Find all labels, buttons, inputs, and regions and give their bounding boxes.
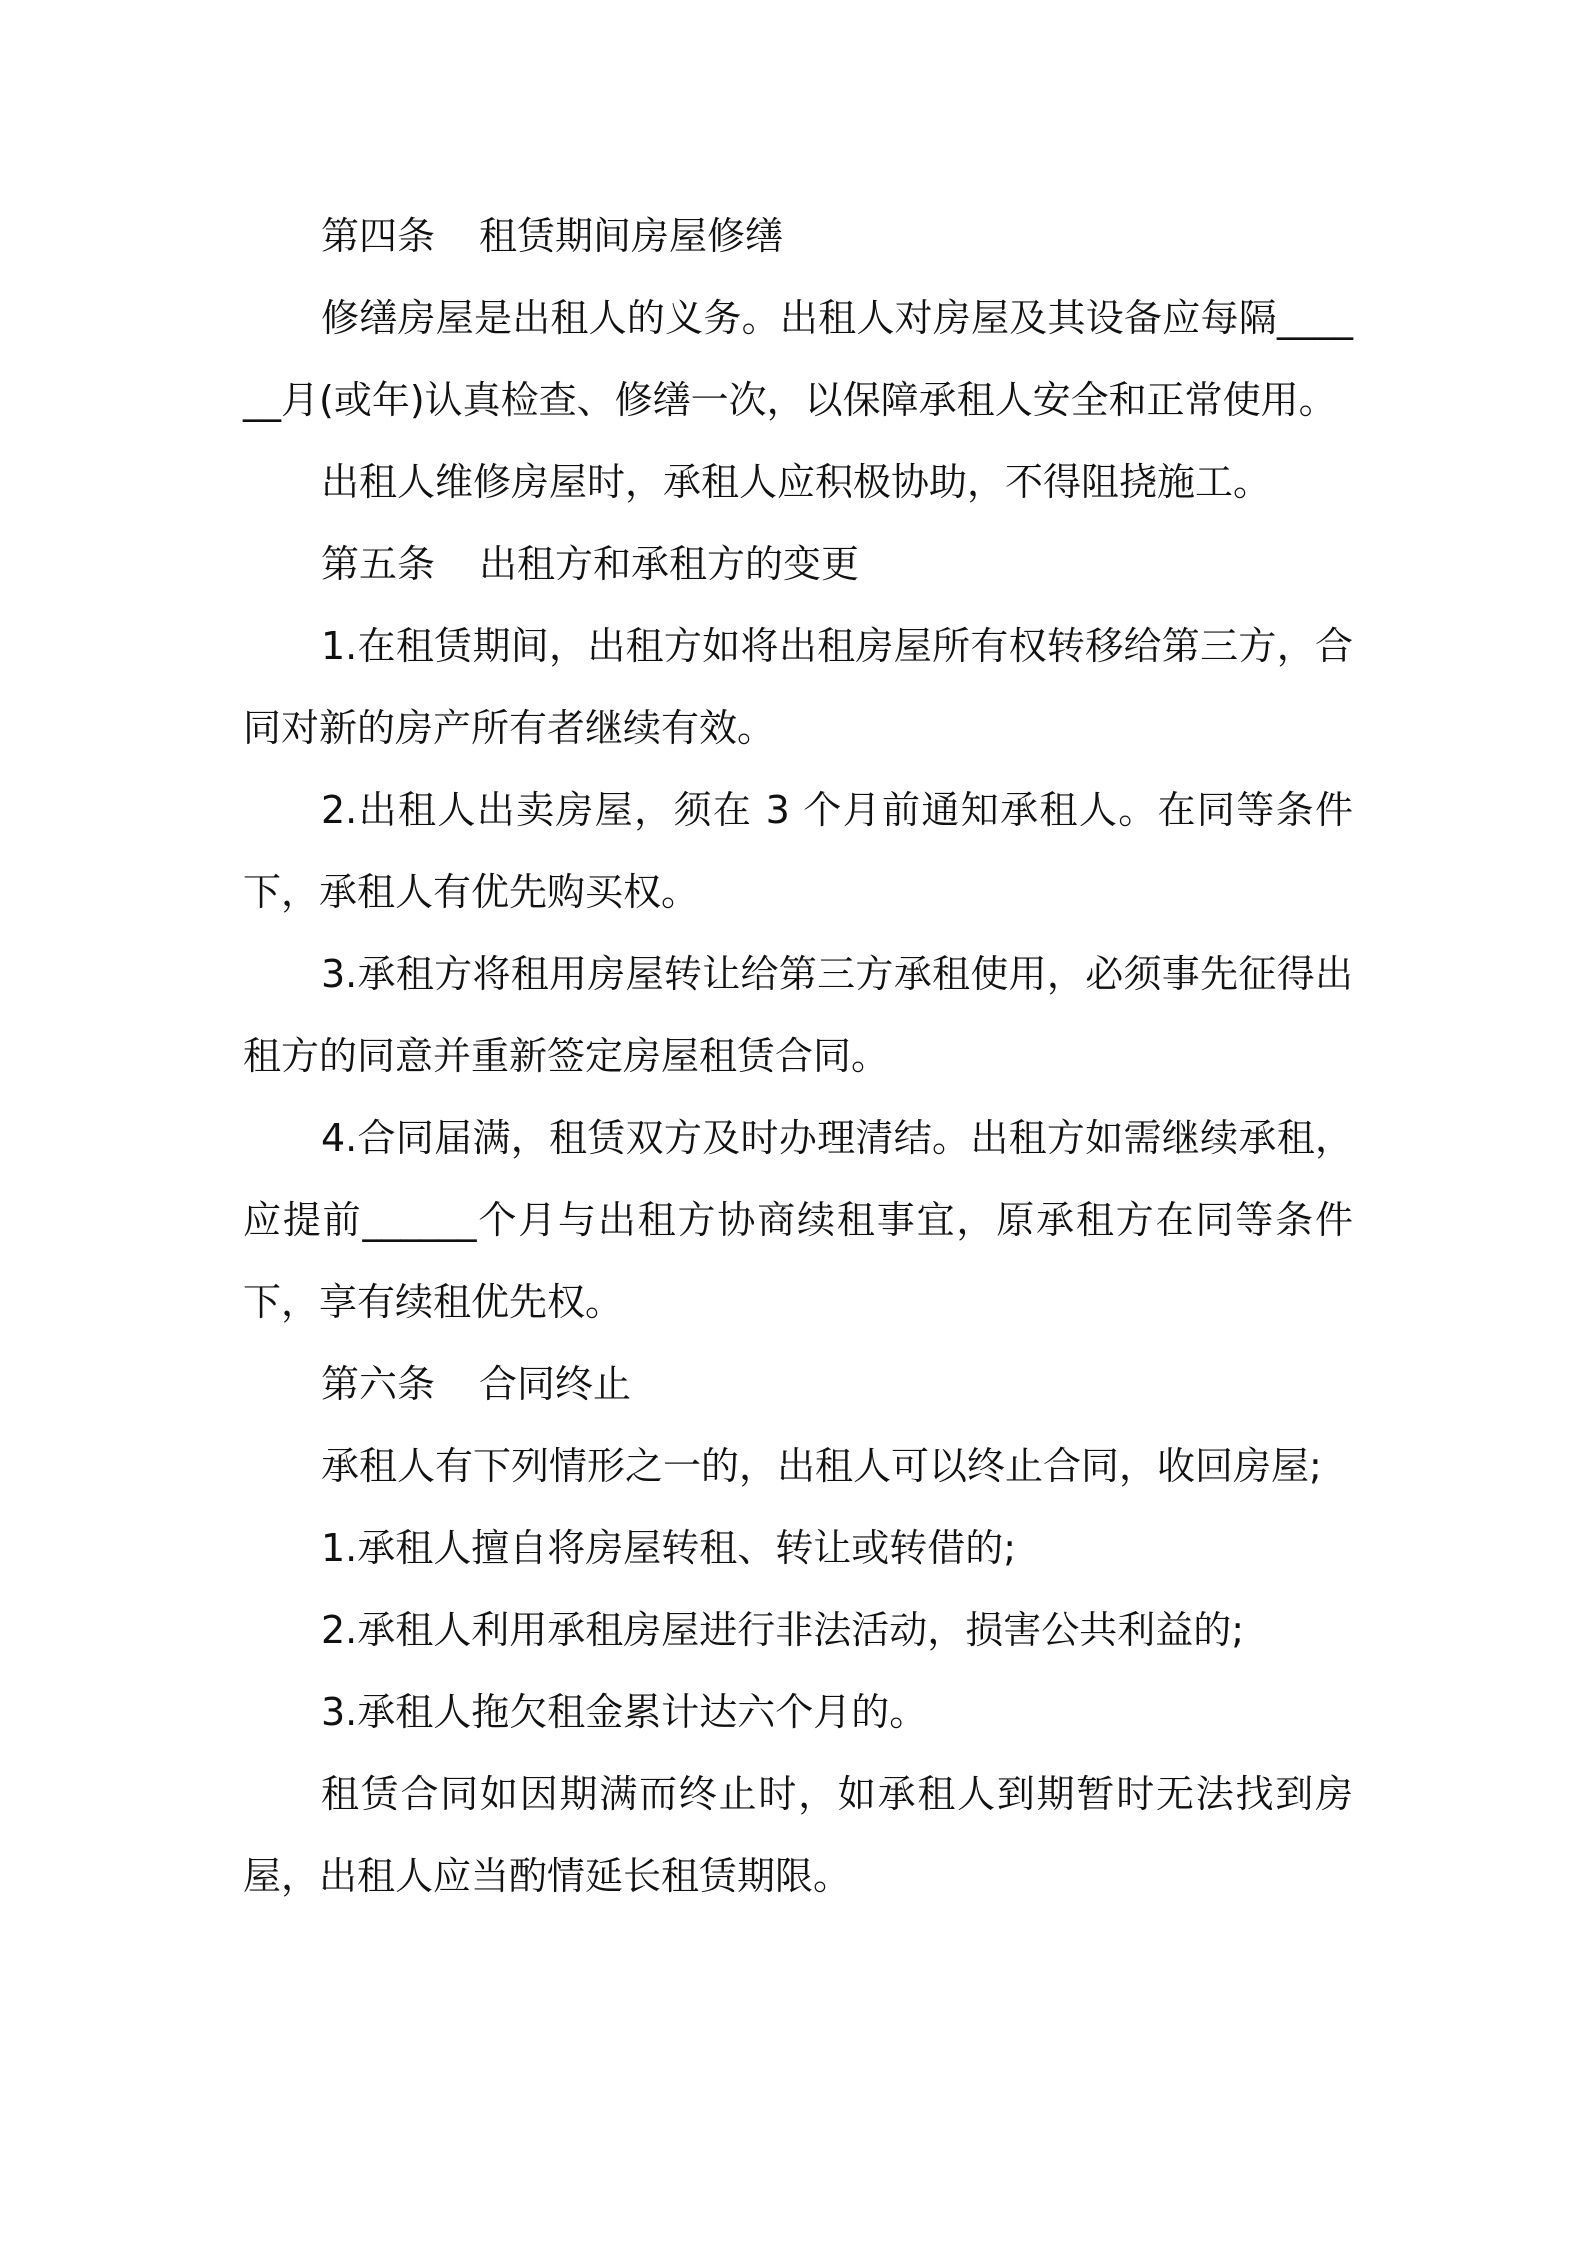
article-5-item-2: 2.出租人出卖房屋，须在 3 个月前通知承租人。在同等条件下，承租人有优先购买权。 bbox=[243, 788, 1353, 914]
article-6-heading bbox=[243, 1343, 1353, 1425]
article-6-item-2: 2.承租人利用承租房屋进行非法活动，损害公共利益的; bbox=[321, 1608, 1245, 1652]
article-4-paragraph-2: 出租人维修房屋时，承租人应积极协助，不得阻挠施工。 bbox=[321, 460, 1272, 504]
article-4-heading bbox=[243, 195, 1353, 277]
article-4-number: 第四条 bbox=[321, 214, 436, 258]
article-5-number: 第五条 bbox=[321, 542, 436, 586]
document-body bbox=[243, 195, 1353, 1917]
article-6-closing: 租赁合同如因期满而终止时，如承租人到期暂时无法找到房屋，出租人应当酌情延长租赁期限。 bbox=[243, 1772, 1353, 1898]
article-4-title: 租赁期间房屋修缮 bbox=[479, 214, 784, 258]
article-5-heading bbox=[243, 523, 1353, 605]
article-6-item-3: 3.承租人拖欠租金累计达六个月的。 bbox=[321, 1690, 928, 1734]
article-5-title: 出租方和承租方的变更 bbox=[479, 542, 860, 586]
article-6-title: 合同终止 bbox=[479, 1362, 632, 1406]
article-6-intro: 承租人有下列情形之一的，出租人可以终止合同，收回房屋; bbox=[321, 1444, 1322, 1488]
article-5-item-3: 3.承租方将租用房屋转让给第三方承租使用，必须事先征得出租方的同意并重新签定房屋租赁合同。 bbox=[243, 952, 1353, 1078]
article-5-item-4: 4.合同届满，租赁双方及时办理清结。出租方如需继续承租，应提前______个月与出租方协商续租事宜，原承租方在同等条件下，享有续租优先权。 bbox=[243, 1116, 1353, 1324]
article-5-item-1: 1.在租赁期间，出租方如将出租房屋所有权转移给第三方，合同对新的房产所有者继续有效。 bbox=[243, 624, 1353, 750]
article-6-number: 第六条 bbox=[321, 1362, 436, 1406]
article-4-paragraph-1: 修缮房屋是出租人的义务。出租人对房屋及其设备应每隔______月(或年)认真检查、修缮一次，以保障承租人安全和正常使用。 bbox=[243, 296, 1353, 422]
article-6-item-1: 1.承租人擅自将房屋转租、转让或转借的; bbox=[321, 1526, 1017, 1570]
